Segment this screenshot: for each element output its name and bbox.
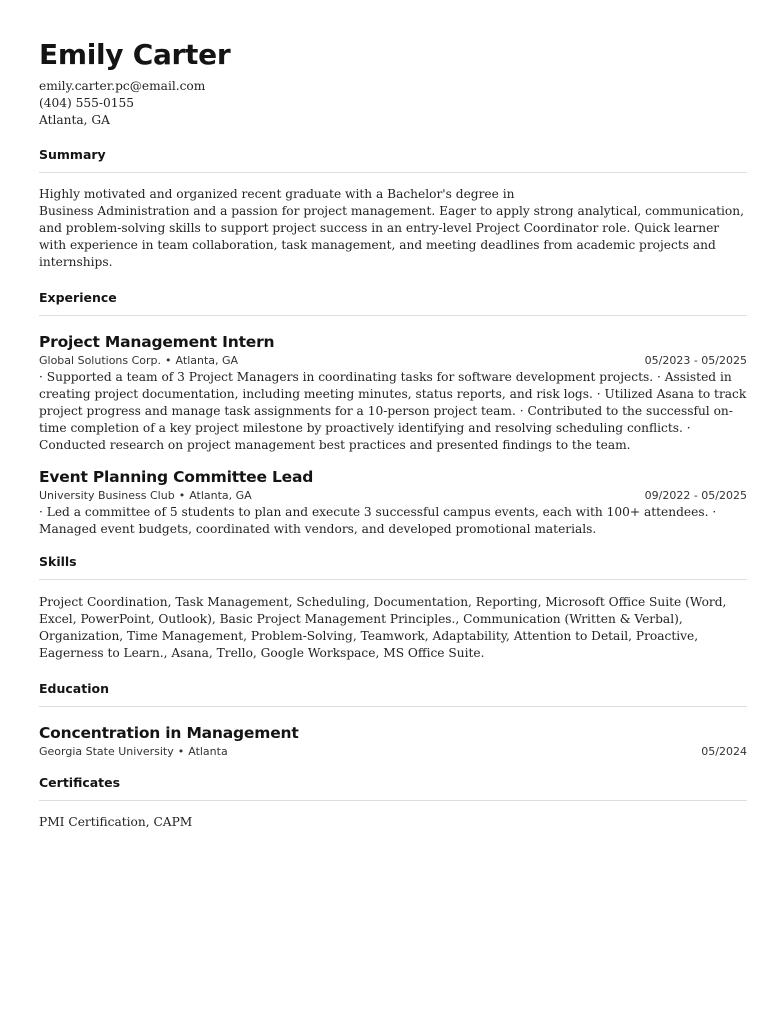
school-name: Georgia State University [39, 745, 174, 758]
job-description: · Supported a team of 3 Project Managers in coordinating tasks for software development projects. · Assisted in creating project documentation, including meeting minutes, status reports, and risk logs. · Utilized Asana to track project progress and manage task assignments for a 10-person project team. · Contributed to the successful on-time completion of a key project milestone by proactively identifying and resolving scheduling conflicts. · Conducted research on project management best practices and presented findings to the team. [39, 370, 747, 452]
job-meta [39, 488, 747, 503]
skills-text: Project Coordination, Task Management, Scheduling, Documentation, Reporting, Microsoft Office Suite (Word, Excel, PowerPoint, Outlook), Basic Project Management Principles., Communication (Written & Verbal), Organization, Time Management, Problem-Solving, Teamwork, Adaptability, Attention to Detail, Proactive, Eagerness to Learn., Asana, Trello, Google Workspace, MS Office Suite. [39, 595, 727, 660]
certificates-text: PMI Certification, CAPM [39, 815, 193, 829]
education-meta [39, 744, 747, 759]
job-company: University Business Club [39, 489, 175, 502]
experience-item [39, 333, 747, 454]
job-dates: 05/2023 - 05/2025 [644, 354, 747, 367]
job-location: Atlanta, GA [175, 354, 239, 367]
job-title: Event Planning Committee Lead [39, 468, 314, 486]
education-org [39, 744, 228, 759]
job-dates: 09/2022 - 05/2025 [644, 489, 747, 502]
degree-title: Concentration in Management [39, 724, 299, 742]
job-description: · Led a committee of 5 students to plan and execute 3 successful campus events, each with 100+ attendees. · Managed event budgets, coordinated with vendors, and developed promotional materials. [39, 505, 717, 536]
job-org [39, 353, 238, 368]
contact-location: Atlanta, GA [39, 113, 110, 127]
certificates-heading: Certificates [39, 775, 747, 801]
job-org [39, 488, 252, 503]
contact-block [39, 78, 747, 129]
summary-heading: Summary [39, 147, 747, 173]
job-location: Atlanta, GA [189, 489, 252, 502]
education-heading: Education [39, 681, 747, 707]
bullet-separator: • [178, 489, 186, 502]
experience-heading: Experience [39, 290, 747, 316]
candidate-name: Emily Carter [39, 38, 231, 71]
education-item [39, 724, 747, 759]
skills-heading: Skills [39, 554, 747, 580]
job-meta [39, 353, 747, 368]
job-title: Project Management Intern [39, 333, 275, 351]
summary-text [39, 186, 747, 271]
bullet-separator: • [165, 354, 172, 367]
summary-rest: Business Administration and a passion for project management. Eager to apply strong analytical, communication, and problem-solving skills to support project success in an entry-level Project Coordinator role. Quick learner with experience in team collaboration, task management, and meeting deadlines from academic projects and internships. [39, 204, 744, 269]
summary-line-1: Highly motivated and organized recent graduate with a Bachelor's degree in [39, 187, 515, 201]
graduation-date: 05/2024 [701, 745, 747, 758]
job-company: Global Solutions Corp. [39, 354, 162, 367]
school-location: Atlanta [188, 745, 228, 758]
contact-email: emily.carter.pc@email.com [39, 79, 206, 93]
contact-phone: (404) 555-0155 [39, 96, 135, 110]
experience-item [39, 468, 747, 538]
bullet-separator: • [177, 745, 185, 758]
